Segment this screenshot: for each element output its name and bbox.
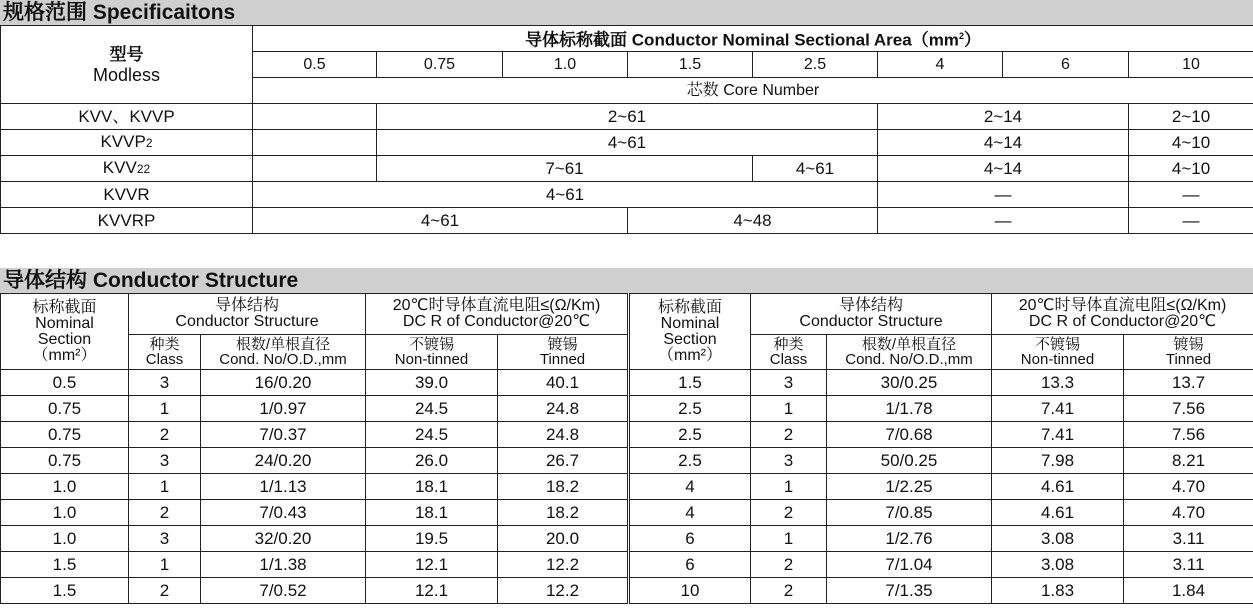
nontinned-value: 7.41 [992,396,1124,422]
table-row [1,448,1253,474]
cond-value: 50/0.25 [827,448,992,474]
conductor-header-row [1,294,1253,335]
model-name: KVVP2 [1,130,253,156]
core-range: 4~14 [878,130,1129,156]
section-header [1,294,129,370]
core-range: 4~61 [253,208,628,234]
cond-value: 1/1.13 [201,474,366,500]
cond-value: 1/2.76 [827,526,992,552]
tinned-value: 40.1 [498,370,629,396]
cond-header-en: Cond. No/O.D.,mm [845,351,973,368]
structure-header-en: Conductor Structure [175,313,319,330]
nontinned-value: 1.83 [992,578,1124,604]
cond-header-cn: 根数/单根直径 [861,336,957,353]
core-range: 2~61 [377,104,878,130]
class-value: 2 [751,422,827,448]
cond-value: 7/1.35 [827,578,992,604]
section-value: 1.0 [1,474,129,500]
tinned-value: 20.0 [498,526,629,552]
area-value: 1.0 [503,52,628,78]
section-header-en1: Nominal [35,314,94,332]
resistance-header [992,294,1253,335]
section-value: 1.5 [1,552,129,578]
core-range: — [1129,208,1253,234]
table-row [1,552,1253,578]
tinned-value: 12.2 [498,552,629,578]
area-header-text: 导体标称截面 Conductor Nominal Sectional Area（mm [525,30,959,50]
core-range: 4~48 [628,208,878,234]
tinned-value: 18.2 [498,500,629,526]
structure-header [751,294,992,335]
section-value: 6 [629,552,751,578]
structure-header-cn: 导体结构 [214,297,279,314]
section-value: 0.75 [1,422,129,448]
nontinned-value: 13.3 [992,370,1124,396]
section-value: 2.5 [629,448,751,474]
spec-section-title: 规格范围 Specificaitons [0,0,1253,25]
core-range: 4~10 [1129,156,1253,182]
nontinned-value: 18.1 [366,500,498,526]
cond-value: 30/0.25 [827,370,992,396]
section-header-en1: Nominal [660,314,720,332]
tinned-value: 7.56 [1124,422,1253,448]
tinned-value: 13.7 [1124,370,1253,396]
core-range: 2~14 [878,104,1129,130]
model-name: KVV、KVVP [1,104,253,130]
cond-value: 32/0.20 [201,526,366,552]
structure-header-cn: 导体结构 [838,297,903,314]
model-name: KVV22 [1,156,253,182]
core-range: 4~61 [253,182,878,208]
resistance-header [366,294,629,335]
section-value: 1.0 [1,500,129,526]
cond-value: 1/0.97 [201,396,366,422]
cond-value: 7/0.68 [827,422,992,448]
class-value: 2 [751,578,827,604]
class-header [129,335,201,370]
core-range: 4~14 [878,156,1129,182]
tinned-value: 4.70 [1124,500,1253,526]
resistance-header-en: DC R of Conductor@20℃ [402,313,591,330]
section-header-en2: Section [37,330,92,348]
core-range: — [878,208,1129,234]
cond-value: 1/1.38 [201,552,366,578]
nontinned-header [992,335,1124,370]
tinned-value: 3.11 [1124,552,1253,578]
area-value: 0.5 [253,52,377,78]
cond-value: 7/1.04 [827,552,992,578]
core-number-label: 芯数 Core Number [253,78,1253,104]
tinned-value: 4.70 [1124,474,1253,500]
section-value: 2.5 [629,422,751,448]
core-range: 4~10 [1129,130,1253,156]
model-header [1,26,253,104]
area-value: 10 [1129,52,1253,78]
nontinned-value: 19.5 [366,526,498,552]
tinned-header-en: Tinned [1165,351,1212,368]
tinned-value: 3.11 [1124,526,1253,552]
cond-header-cn: 根数/单根直径 [235,336,331,353]
core-range: 7~61 [377,156,753,182]
cond-value: 7/0.52 [201,578,366,604]
nontinned-value: 39.0 [366,370,498,396]
section-header-unit: （mm²） [32,346,97,364]
area-value: 1.5 [628,52,753,78]
spec-row [1,182,1253,208]
core-range: 4~61 [753,156,878,182]
class-header-en: Class [769,351,808,368]
section-value: 6 [629,526,751,552]
tinned-header-cn: 镀锡 [1173,336,1204,353]
section-value: 2.5 [629,396,751,422]
class-value: 3 [751,448,827,474]
core-range: — [1129,182,1253,208]
area-value: 4 [878,52,1003,78]
spec-row [1,156,1253,182]
nontinned-header-en: Non-tinned [394,351,469,368]
class-value: 2 [751,500,827,526]
tinned-value: 24.8 [498,396,629,422]
class-value: 2 [129,500,201,526]
class-value: 1 [129,396,201,422]
nontinned-header [366,335,498,370]
section-header-cn: 标称截面 [657,298,722,316]
nontinned-value: 4.61 [992,474,1124,500]
nontinned-value: 12.1 [366,552,498,578]
nontinned-value: 3.08 [992,526,1124,552]
empty-cell [253,130,377,156]
table-row [1,578,1253,604]
class-value: 2 [129,578,201,604]
tinned-value: 26.7 [498,448,629,474]
tinned-value: 1.84 [1124,578,1253,604]
structure-header-en: Conductor Structure [799,313,943,330]
section-header-cn: 标称截面 [32,298,97,316]
tinned-value: 24.8 [498,422,629,448]
cond-header [201,335,366,370]
section-value: 4 [629,474,751,500]
cond-value: 1/1.78 [827,396,992,422]
cond-value: 16/0.20 [201,370,366,396]
spec-row [1,104,1253,130]
cond-value: 1/2.25 [827,474,992,500]
spec-row [1,208,1253,234]
class-value: 2 [751,552,827,578]
class-value: 1 [751,396,827,422]
conductor-table-body [1,370,1253,604]
class-value: 3 [751,370,827,396]
section-value: 1.5 [1,578,129,604]
nontinned-value: 24.5 [366,422,498,448]
cond-header-en: Cond. No/O.D.,mm [219,351,347,368]
class-value: 1 [129,552,201,578]
class-header-cn: 种类 [773,336,804,353]
conductor-section-title: 导体结构 Conductor Structure [0,268,1253,293]
class-header-en: Class [145,351,184,368]
nontinned-value: 3.08 [992,552,1124,578]
tinned-header-en: Tinned [539,351,586,368]
class-value: 3 [129,448,201,474]
class-value: 3 [129,526,201,552]
area-value: 0.75 [377,52,503,78]
section-header [629,294,751,370]
resistance-header-cn: 20℃时导体直流电阻≤(Ω/Km) [1018,297,1227,314]
class-value: 1 [751,526,827,552]
core-range: 4~61 [377,130,878,156]
table-row [1,370,1253,396]
structure-header [129,294,366,335]
model-subscript: 22 [136,162,151,176]
nontinned-value: 7.98 [992,448,1124,474]
area-header-close: ） [963,30,981,50]
table-row [1,500,1253,526]
class-header [751,335,827,370]
tinned-header-cn: 镀锡 [547,336,578,353]
empty-cell [253,104,377,130]
model-subscript: 2 [145,136,153,150]
core-range: — [878,182,1129,208]
model-name: KVVRP [1,208,253,234]
section-value: 0.75 [1,396,129,422]
tinned-header [498,335,629,370]
nontinned-header-en: Non-tinned [1020,351,1095,368]
section-value: 1.5 [629,370,751,396]
nontinned-value: 4.61 [992,500,1124,526]
conductor-structure-table [0,293,1253,604]
area-header-sup: 2 [958,31,964,42]
nontinned-header-cn: 不镀锡 [408,336,454,353]
tinned-value: 12.2 [498,578,629,604]
class-value: 3 [129,370,201,396]
nontinned-value: 7.41 [992,422,1124,448]
area-value: 6 [1003,52,1129,78]
cond-value: 24/0.20 [201,448,366,474]
model-header-en: Modless [92,64,161,85]
tinned-value: 8.21 [1124,448,1253,474]
model-name: KVVR [1,182,253,208]
specifications-table [0,25,1253,234]
spec-row [1,130,1253,156]
section-value: 0.75 [1,448,129,474]
section-header-en2: Section [663,330,717,348]
cond-value: 7/0.85 [827,500,992,526]
class-header-cn: 种类 [149,336,180,353]
nontinned-value: 24.5 [366,396,498,422]
table-row [1,526,1253,552]
table-row [1,422,1253,448]
tinned-header [1124,335,1253,370]
area-value: 2.5 [753,52,878,78]
tinned-value: 7.56 [1124,396,1253,422]
section-header-unit: （mm²） [658,346,722,364]
empty-cell [253,156,377,182]
area-header [253,26,1253,52]
model-header-cn: 型号 [109,44,144,64]
nontinned-value: 26.0 [366,448,498,474]
nontinned-value: 12.1 [366,578,498,604]
nontinned-header-cn: 不镀锡 [1034,336,1080,353]
section-value: 10 [629,578,751,604]
table-row [1,474,1253,500]
cond-value: 7/0.37 [201,422,366,448]
cond-header [827,335,992,370]
resistance-header-en: DC R of Conductor@20℃ [1028,313,1217,330]
section-value: 1.0 [1,526,129,552]
nontinned-value: 18.1 [366,474,498,500]
table-row [1,396,1253,422]
section-value: 0.5 [1,370,129,396]
tinned-value: 18.2 [498,474,629,500]
class-value: 1 [129,474,201,500]
core-range: 2~10 [1129,104,1253,130]
conductor-subheader-row [1,335,1253,370]
section-value: 4 [629,500,751,526]
resistance-header-cn: 20℃时导体直流电阻≤(Ω/Km) [392,297,601,314]
cond-value: 7/0.43 [201,500,366,526]
class-value: 1 [751,474,827,500]
class-value: 2 [129,422,201,448]
